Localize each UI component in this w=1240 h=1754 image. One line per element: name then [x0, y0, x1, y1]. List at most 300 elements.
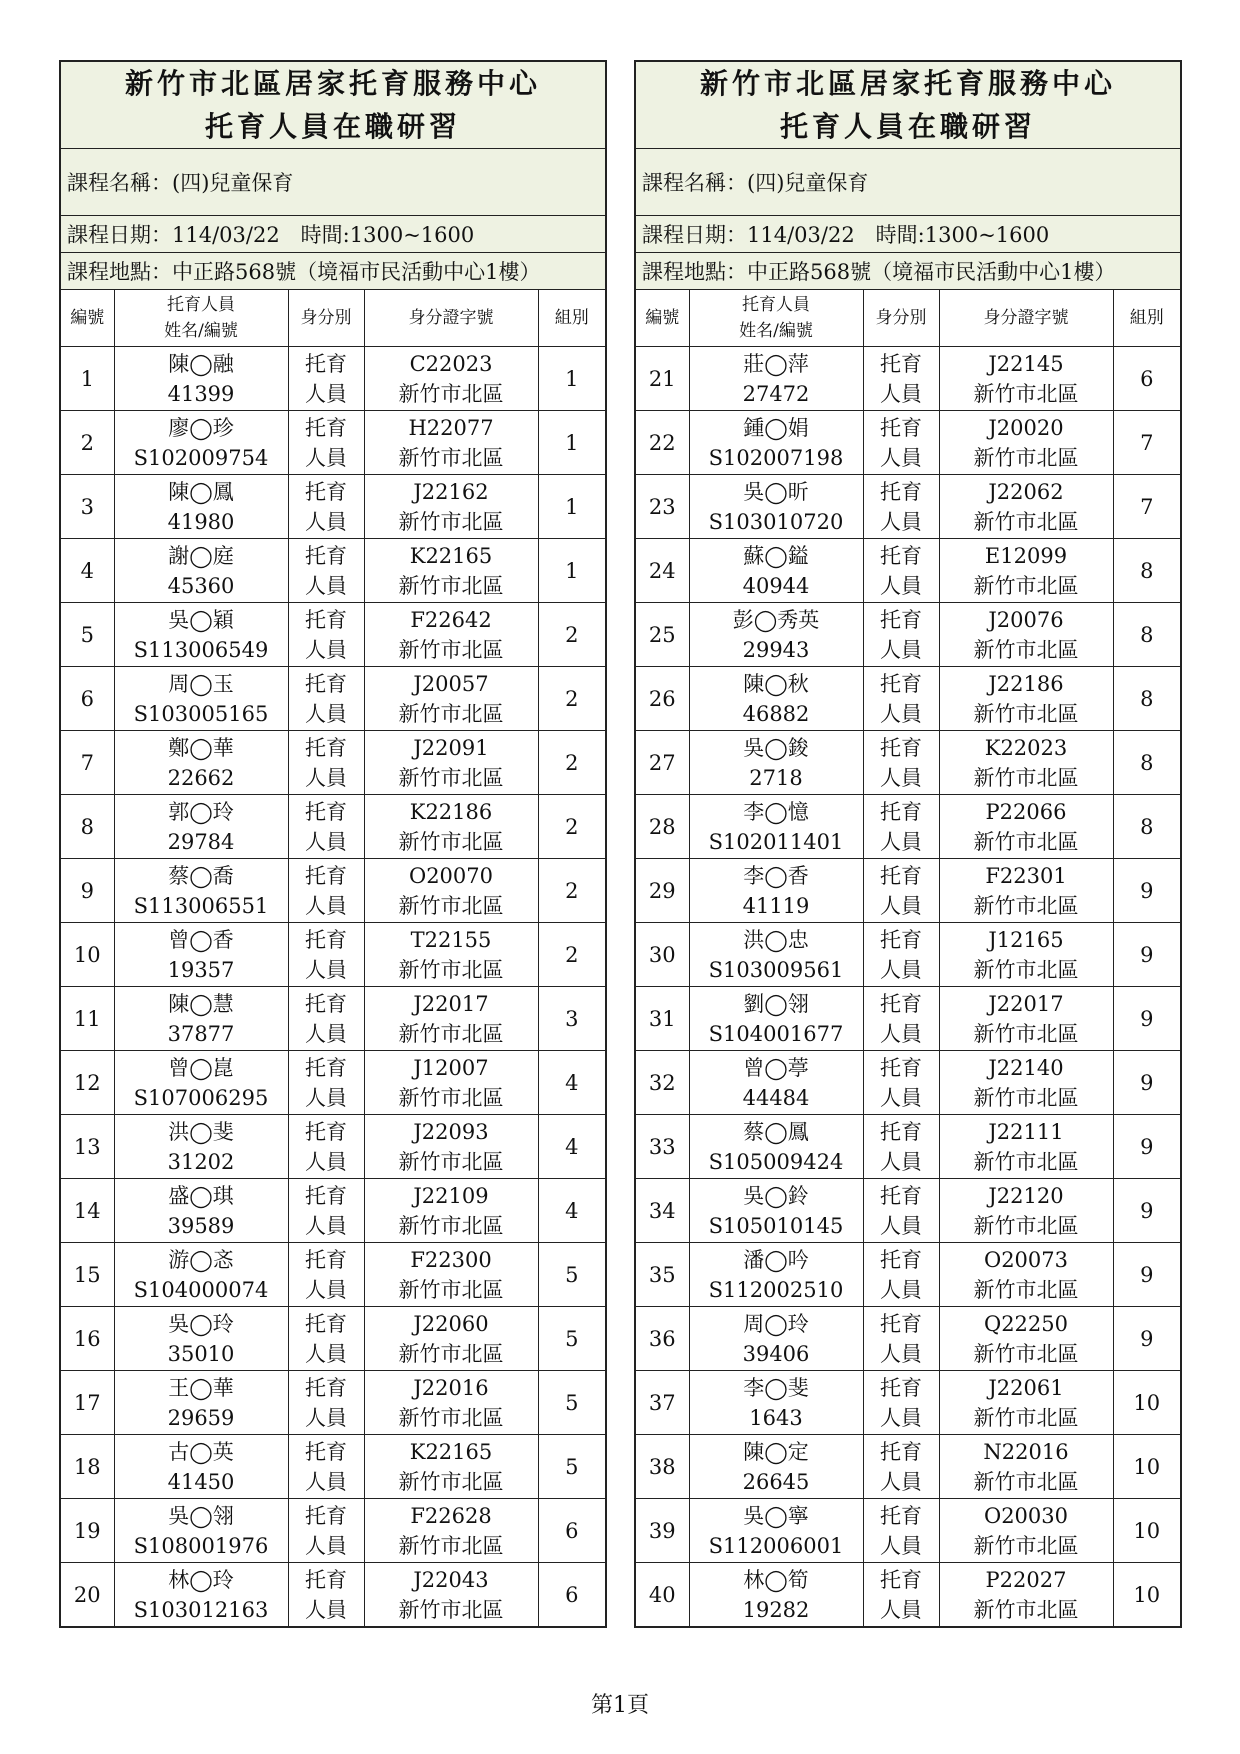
row-no: 32: [635, 1051, 689, 1115]
caregiver-name-code: [114, 475, 288, 539]
table-row: [635, 1243, 1181, 1307]
caregiver-name-code: [114, 923, 288, 987]
caregiver-name: 吳◯昕: [743, 479, 809, 504]
caregiver-code: S113006551: [133, 893, 269, 918]
caregiver-name: 游◯忞: [168, 1247, 234, 1272]
id-district: 新竹市北區: [973, 509, 1079, 534]
caregiver-name-code: [114, 795, 288, 859]
page-number: 第1頁: [591, 1693, 649, 1718]
id-district: 新竹市北區: [973, 1405, 1079, 1430]
col-id: 身分證字號: [939, 290, 1113, 347]
course-name: 課程名稱：(四)兒童保育: [60, 149, 606, 216]
caregiver-name: 陳◯定: [743, 1439, 809, 1464]
caregiver-name-code: [689, 795, 863, 859]
role-line2: 人員: [880, 573, 922, 598]
caregiver-code: 37877: [167, 1021, 235, 1046]
caregiver-name-code: [114, 1371, 288, 1435]
caregiver-name-code: [689, 1371, 863, 1435]
role-line1: 托育: [305, 991, 347, 1016]
course-location: 課程地點：中正路568號（境福市民活動中心1樓）: [635, 253, 1181, 290]
role-line2: 人員: [305, 1213, 347, 1238]
id-district: 新竹市北區: [398, 701, 504, 726]
role-line2: 人員: [880, 829, 922, 854]
group-cell: 2: [538, 731, 606, 795]
role-cell: [288, 1051, 364, 1115]
row-no: 24: [635, 539, 689, 603]
group-cell: 1: [538, 347, 606, 411]
role-cell: [288, 347, 364, 411]
role-cell: [288, 795, 364, 859]
table-row: [60, 603, 606, 667]
col-id: 身分證字號: [364, 290, 538, 347]
caregiver-name: 李◯憶: [743, 799, 809, 824]
role-line1: 托育: [880, 1247, 922, 1272]
id-cell: [939, 731, 1113, 795]
role-cell: [863, 539, 939, 603]
group-cell: 10: [1113, 1371, 1181, 1435]
id-district: 新竹市北區: [398, 573, 504, 598]
role-line2: 人員: [305, 1533, 347, 1558]
row-no: 38: [635, 1435, 689, 1499]
table-row: [635, 795, 1181, 859]
caregiver-code: 19282: [742, 1597, 810, 1622]
group-cell: 10: [1113, 1563, 1181, 1628]
table-row: [635, 1307, 1181, 1371]
role-cell: [863, 1051, 939, 1115]
group-cell: 8: [1113, 603, 1181, 667]
role-line2: 人員: [880, 1277, 922, 1302]
group-cell: 4: [538, 1179, 606, 1243]
caregiver-code: 27472: [742, 381, 810, 406]
id-district: 新竹市北區: [973, 1149, 1079, 1174]
caregiver-name: 曾◯崑: [168, 1055, 234, 1080]
id-district: 新竹市北區: [398, 1277, 504, 1302]
role-line1: 托育: [880, 1503, 922, 1528]
table-row: [60, 987, 606, 1051]
caregiver-code: S103005165: [133, 701, 269, 726]
id-district: 新竹市北區: [973, 957, 1079, 982]
caregiver-name: 廖◯珍: [168, 415, 234, 440]
role-line2: 人員: [305, 1085, 347, 1110]
role-line1: 托育: [880, 1567, 922, 1592]
role-cell: [288, 731, 364, 795]
training-title: 托育人員在職研習: [780, 110, 1037, 143]
id-cell: [939, 1435, 1113, 1499]
caregiver-name: 吳◯寧: [743, 1503, 809, 1528]
id-number: K22165: [409, 543, 493, 568]
row-no: 13: [60, 1115, 114, 1179]
table-row: [60, 347, 606, 411]
id-cell: [364, 731, 538, 795]
role-cell: [288, 603, 364, 667]
caregiver-code: S102007198: [708, 445, 844, 470]
id-cell: [364, 1499, 538, 1563]
training-title: 托育人員在職研習: [205, 110, 462, 143]
role-line1: 托育: [880, 1183, 922, 1208]
id-cell: [364, 923, 538, 987]
id-number: K22165: [409, 1439, 493, 1464]
caregiver-name-code: [689, 1243, 863, 1307]
id-district: 新竹市北區: [398, 957, 504, 982]
col-role: 身分別: [288, 290, 364, 347]
caregiver-name: 洪◯斐: [168, 1119, 234, 1144]
row-no: 34: [635, 1179, 689, 1243]
course-date: 課程日期：114/03/22 時間:1300~1600: [60, 216, 606, 253]
id-cell: [939, 1371, 1113, 1435]
id-district: 新竹市北區: [398, 445, 504, 470]
id-number: K22023: [984, 735, 1068, 760]
id-cell: [364, 539, 538, 603]
table-title: [60, 61, 606, 149]
row-no: 11: [60, 987, 114, 1051]
col-role: 身分別: [863, 290, 939, 347]
id-number: J22062: [988, 479, 1064, 504]
caregiver-name: 洪◯忠: [743, 927, 809, 952]
role-line2: 人員: [880, 381, 922, 406]
caregiver-name-code: [114, 1179, 288, 1243]
group-cell: 7: [1113, 411, 1181, 475]
row-no: 33: [635, 1115, 689, 1179]
role-line2: 人員: [305, 637, 347, 662]
role-line2: 人員: [880, 1341, 922, 1366]
role-line2: 人員: [880, 957, 922, 982]
id-district: 新竹市北區: [398, 1533, 504, 1558]
table-row: [60, 1371, 606, 1435]
caregiver-name: 李◯斐: [743, 1375, 809, 1400]
id-number: J22043: [413, 1567, 489, 1592]
id-cell: [364, 987, 538, 1051]
id-cell: [364, 475, 538, 539]
id-district: 新竹市北區: [398, 509, 504, 534]
course-name: 課程名稱：(四)兒童保育: [635, 149, 1181, 216]
role-cell: [288, 1307, 364, 1371]
role-line2: 人員: [880, 765, 922, 790]
row-no: 3: [60, 475, 114, 539]
caregiver-code: 39406: [742, 1341, 810, 1366]
group-cell: 5: [538, 1243, 606, 1307]
id-cell: [939, 667, 1113, 731]
caregiver-name-code: [689, 539, 863, 603]
role-cell: [863, 1115, 939, 1179]
table-row: [635, 1051, 1181, 1115]
caregiver-code: 45360: [167, 573, 235, 598]
col-no: 編號: [635, 290, 689, 347]
table-row: [635, 731, 1181, 795]
caregiver-name-code: [689, 347, 863, 411]
caregiver-name: 吳◯鈴: [743, 1183, 809, 1208]
id-cell: [364, 1563, 538, 1628]
caregiver-code: S103012163: [133, 1597, 269, 1622]
id-number: F22300: [410, 1247, 492, 1272]
row-no: 17: [60, 1371, 114, 1435]
caregiver-name-code: [689, 411, 863, 475]
caregiver-name: 鄭◯華: [168, 735, 234, 760]
role-cell: [863, 731, 939, 795]
row-no: 2: [60, 411, 114, 475]
role-line2: 人員: [880, 637, 922, 662]
caregiver-code: 22662: [167, 765, 235, 790]
role-cell: [288, 1563, 364, 1628]
table-row: [635, 923, 1181, 987]
caregiver-code: 29659: [167, 1405, 235, 1430]
id-cell: [939, 411, 1113, 475]
role-line1: 托育: [880, 1055, 922, 1080]
role-line2: 人員: [305, 1597, 347, 1622]
caregiver-name-code: [114, 347, 288, 411]
row-no: 14: [60, 1179, 114, 1243]
caregiver-name-code: [689, 603, 863, 667]
caregiver-code: S104000074: [133, 1277, 269, 1302]
role-line2: 人員: [305, 1469, 347, 1494]
id-cell: [939, 603, 1113, 667]
table-row: [60, 475, 606, 539]
caregiver-name: 潘◯吟: [743, 1247, 809, 1272]
role-line1: 托育: [305, 1567, 347, 1592]
role-cell: [863, 603, 939, 667]
caregiver-name-code: [114, 667, 288, 731]
caregiver-name: 林◯玲: [168, 1567, 234, 1592]
role-line1: 托育: [305, 1119, 347, 1144]
row-no: 23: [635, 475, 689, 539]
group-cell: 8: [1113, 539, 1181, 603]
id-number: K22186: [409, 799, 493, 824]
id-cell: [364, 1371, 538, 1435]
role-line1: 托育: [305, 927, 347, 952]
role-line1: 托育: [305, 735, 347, 760]
row-no: 29: [635, 859, 689, 923]
table-row: [60, 923, 606, 987]
id-district: 新竹市北區: [973, 445, 1079, 470]
id-district: 新竹市北區: [398, 1405, 504, 1430]
id-cell: [939, 539, 1113, 603]
id-cell: [364, 603, 538, 667]
role-line2: 人員: [305, 1405, 347, 1430]
table-row: [635, 667, 1181, 731]
id-number: J12007: [413, 1055, 489, 1080]
row-no: 25: [635, 603, 689, 667]
role-line1: 托育: [305, 1183, 347, 1208]
role-line1: 托育: [305, 415, 347, 440]
row-no: 31: [635, 987, 689, 1051]
id-number: Q22250: [983, 1311, 1069, 1336]
table-row: [60, 1115, 606, 1179]
id-district: 新竹市北區: [398, 1149, 504, 1174]
id-cell: [364, 1435, 538, 1499]
caregiver-name: 王◯華: [168, 1375, 234, 1400]
group-cell: 8: [1113, 667, 1181, 731]
row-no: 4: [60, 539, 114, 603]
role-cell: [288, 1243, 364, 1307]
group-cell: 2: [538, 667, 606, 731]
id-number: J22017: [413, 991, 489, 1016]
group-cell: 6: [538, 1563, 606, 1628]
id-cell: [939, 1179, 1113, 1243]
caregiver-name-code: [114, 1243, 288, 1307]
id-number: T22155: [410, 927, 492, 952]
col-no: 編號: [60, 290, 114, 347]
table-row: [60, 539, 606, 603]
row-no: 19: [60, 1499, 114, 1563]
id-number: F22301: [985, 863, 1067, 888]
id-district: 新竹市北區: [398, 1213, 504, 1238]
id-number: J20057: [413, 671, 489, 696]
id-number: F22628: [410, 1503, 492, 1528]
id-district: 新竹市北區: [398, 765, 504, 790]
table-row: [60, 731, 606, 795]
caregiver-code: 29784: [167, 829, 235, 854]
group-cell: 8: [1113, 795, 1181, 859]
caregiver-name: 陳◯慧: [168, 991, 234, 1016]
role-line2: 人員: [305, 445, 347, 470]
id-district: 新竹市北區: [398, 1341, 504, 1366]
id-district: 新竹市北區: [973, 1213, 1079, 1238]
group-cell: 3: [538, 987, 606, 1051]
table-row: [60, 1435, 606, 1499]
caregiver-name-code: [689, 1051, 863, 1115]
row-no: 35: [635, 1243, 689, 1307]
caregiver-name: 李◯香: [743, 863, 809, 888]
id-district: 新竹市北區: [398, 1021, 504, 1046]
row-no: 20: [60, 1563, 114, 1628]
role-cell: [288, 1371, 364, 1435]
caregiver-name: 謝◯庭: [168, 543, 234, 568]
role-cell: [863, 475, 939, 539]
group-cell: 5: [538, 1435, 606, 1499]
center-name: 新竹市北區居家托育服務中心: [700, 67, 1117, 100]
table-row: [60, 1179, 606, 1243]
caregiver-name-code: [114, 1435, 288, 1499]
caregiver-code: 35010: [167, 1341, 235, 1366]
caregiver-code: 31202: [167, 1149, 235, 1174]
role-line2: 人員: [880, 1085, 922, 1110]
role-cell: [863, 1435, 939, 1499]
role-line2: 人員: [305, 381, 347, 406]
id-district: 新竹市北區: [398, 1469, 504, 1494]
row-no: 22: [635, 411, 689, 475]
id-district: 新竹市北區: [973, 829, 1079, 854]
role-line1: 托育: [880, 1119, 922, 1144]
id-cell: [939, 1051, 1113, 1115]
id-cell: [939, 923, 1113, 987]
role-line2: 人員: [880, 1021, 922, 1046]
row-no: 7: [60, 731, 114, 795]
caregiver-code: 41119: [742, 893, 810, 918]
role-line1: 托育: [880, 1311, 922, 1336]
id-number: J22145: [988, 351, 1064, 376]
group-cell: 1: [538, 411, 606, 475]
id-number: J22140: [988, 1055, 1064, 1080]
group-cell: 9: [1113, 923, 1181, 987]
table-title: [635, 61, 1181, 149]
caregiver-name: 劉◯翎: [743, 991, 809, 1016]
table-row: [635, 347, 1181, 411]
role-cell: [288, 987, 364, 1051]
id-number: J20020: [988, 415, 1064, 440]
role-line2: 人員: [880, 1533, 922, 1558]
table-row: [635, 1563, 1181, 1628]
group-cell: 4: [538, 1115, 606, 1179]
role-cell: [863, 859, 939, 923]
id-number: F22642: [410, 607, 492, 632]
id-number: J22109: [413, 1183, 489, 1208]
caregiver-name: 林◯筍: [743, 1567, 809, 1592]
caregiver-code: S112002510: [708, 1277, 844, 1302]
caregiver-code: 39589: [167, 1213, 235, 1238]
caregiver-name: 曾◯香: [168, 927, 234, 952]
id-cell: [939, 1307, 1113, 1371]
role-line1: 托育: [305, 863, 347, 888]
row-no: 1: [60, 347, 114, 411]
caregiver-code: 41450: [167, 1469, 235, 1494]
id-district: 新竹市北區: [973, 637, 1079, 662]
id-number: J22186: [988, 671, 1064, 696]
role-line2: 人員: [880, 701, 922, 726]
caregiver-name: 陳◯融: [168, 351, 234, 376]
role-line1: 托育: [305, 1439, 347, 1464]
caregiver-name-code: [689, 859, 863, 923]
group-cell: 1: [538, 475, 606, 539]
caregiver-code: S113006549: [133, 637, 269, 662]
row-no: 6: [60, 667, 114, 731]
role-line1: 托育: [305, 479, 347, 504]
role-cell: [288, 1115, 364, 1179]
group-cell: 2: [538, 795, 606, 859]
id-number: H22077: [408, 415, 494, 440]
role-cell: [288, 859, 364, 923]
caregiver-name-code: [689, 987, 863, 1051]
id-number: P22066: [985, 799, 1067, 824]
id-cell: [939, 475, 1113, 539]
id-number: N22016: [983, 1439, 1069, 1464]
role-line1: 托育: [880, 671, 922, 696]
id-number: J22162: [413, 479, 489, 504]
role-line2: 人員: [305, 701, 347, 726]
role-line1: 托育: [305, 1311, 347, 1336]
id-cell: [364, 411, 538, 475]
id-number: J22093: [413, 1119, 489, 1144]
table-row: [635, 1179, 1181, 1243]
group-cell: 6: [1113, 347, 1181, 411]
caregiver-name: 郭◯玲: [168, 799, 234, 824]
id-cell: [364, 1307, 538, 1371]
group-cell: 9: [1113, 859, 1181, 923]
group-cell: 10: [1113, 1435, 1181, 1499]
group-cell: 2: [538, 923, 606, 987]
id-number: O20070: [408, 863, 494, 888]
id-cell: [364, 795, 538, 859]
role-line2: 人員: [305, 1149, 347, 1174]
role-line1: 托育: [880, 1375, 922, 1400]
row-no: 39: [635, 1499, 689, 1563]
id-cell: [364, 859, 538, 923]
col-group: 組別: [1113, 290, 1181, 347]
id-district: 新竹市北區: [398, 1085, 504, 1110]
table-row: [60, 667, 606, 731]
id-district: 新竹市北區: [973, 765, 1079, 790]
caregiver-code: S108001976: [133, 1533, 269, 1558]
role-line1: 托育: [305, 1375, 347, 1400]
role-line2: 人員: [880, 1597, 922, 1622]
row-no: 30: [635, 923, 689, 987]
caregiver-name: 吳◯玲: [168, 1311, 234, 1336]
caregiver-code: S105010145: [708, 1213, 844, 1238]
caregiver-code: S107006295: [133, 1085, 269, 1110]
id-district: 新竹市北區: [973, 1085, 1079, 1110]
id-district: 新竹市北區: [398, 1597, 504, 1622]
role-line1: 托育: [880, 415, 922, 440]
caregiver-name-code: [114, 1115, 288, 1179]
group-cell: 2: [538, 603, 606, 667]
